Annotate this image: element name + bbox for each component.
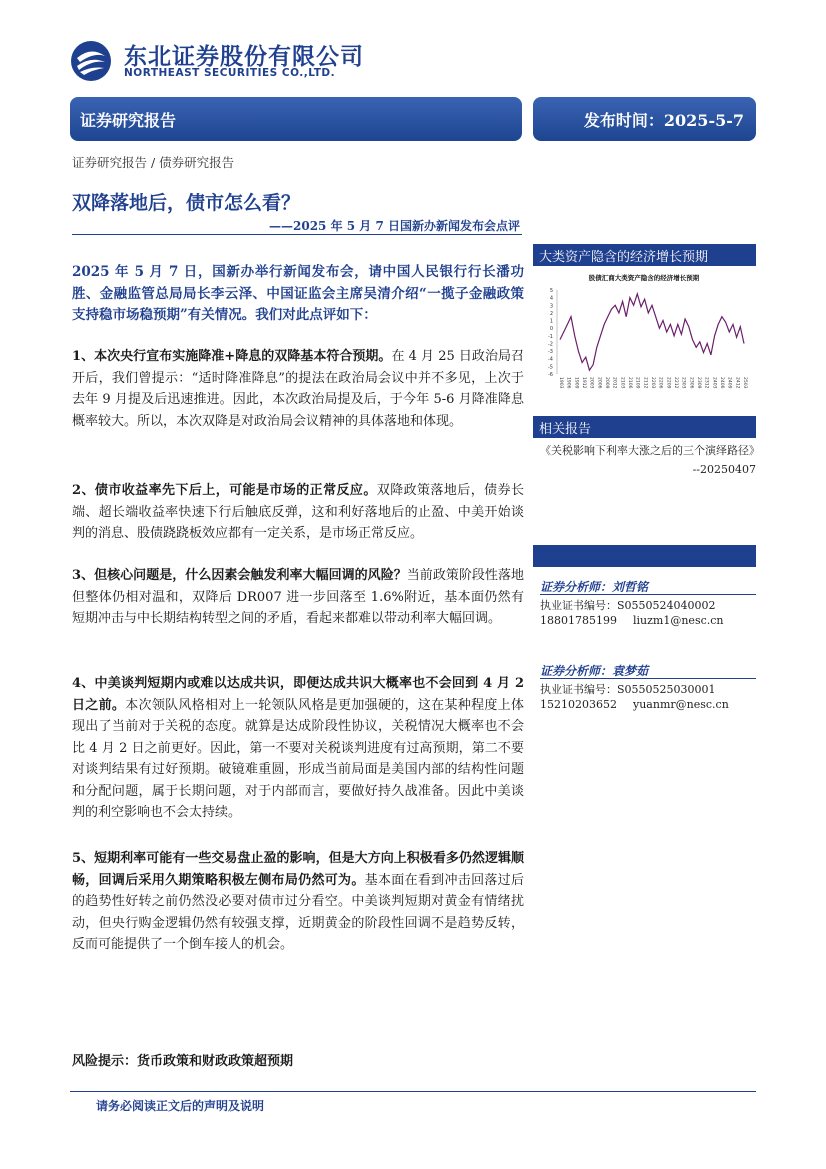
- point-paragraph-1: [72, 346, 524, 432]
- analyst-cert-2: 执业证书编号：S0550525030001: [540, 683, 716, 696]
- chart-xtick-label: 2503: [742, 377, 747, 389]
- chart-ytick-label: 0: [549, 326, 553, 333]
- chart-xtick-label: 1906: [565, 377, 571, 389]
- risk-warning: 风险提示：货币政策和财政政策超预期: [72, 1054, 294, 1069]
- chart-xtick-label: 2112: [642, 377, 648, 389]
- footer-disclaimer: 请务必阅读正文后的声明及说明: [96, 1099, 265, 1113]
- breadcrumb: 证券研究报告 / 债券研究报告: [72, 155, 235, 170]
- page-subtitle: ——2025 年 5 月 7 日国新办新闻发布会点评: [269, 219, 520, 233]
- chart-ytick-label: -3: [548, 349, 553, 356]
- point-heading-2: 2、债市收益率先下后上，可能是市场的正常反应。: [72, 483, 377, 498]
- footer-divider: [70, 1091, 756, 1092]
- chart-series-line: [560, 294, 744, 370]
- chart-xtick-label: 2012: [611, 377, 617, 389]
- chart-title: 股债汇商大类资产隐含的经济增长预期: [588, 274, 700, 282]
- chart-xtick-label: 2203: [650, 377, 655, 389]
- chart-xtick-label: 2309: [696, 377, 701, 389]
- point-paragraph-5: [72, 848, 524, 956]
- point-heading-1: 1、本次央行宣布实施降准+降息的双降基本符合预期。: [72, 349, 392, 364]
- company-name-en: NORTHEAST SECURITIES CO.,LTD.: [124, 67, 336, 79]
- chart-ytick-label: -5: [548, 364, 553, 371]
- chart-ytick-label: 3: [549, 303, 553, 310]
- lead-paragraph: 2025 年 5 月 7 日，国新办举行新闻发布会，请中国人民银行行长潘功胜、金融监管总局局长李云泽、中国证监会主席吴清介绍“一揽子金融政策支持稳市场稳预期”有关情况。我们对此点评如下：: [72, 264, 524, 323]
- chart-heading-bar: [533, 244, 756, 266]
- chart-xtick-label: 2212: [673, 377, 678, 389]
- chart-ytick-label: 4: [549, 295, 553, 302]
- chart-xtick-label: 2103: [619, 377, 625, 389]
- chart-xtick-label: 2106: [627, 377, 632, 389]
- analyst-name-1: 证券分析师：刘哲铭: [540, 580, 649, 594]
- point-heading-4: 4、中美谈判短期内或难以达成共识，即便达成共识大概率也不会回到 4 月 2 日之前。: [72, 676, 524, 713]
- point-body-5: 基本面在看到冲击回落过后的趋势性好转之前仍然没必要对债市过分看空。中美谈判短期对黄金有情绪扰动，但央行购金逻辑仍然有较强支撑，近期黄金的阶段性回调不是趋势反转，反而可能提供了一个倒车接人的机会。: [72, 872, 524, 952]
- chart-xtick-label: 2406: [719, 377, 724, 389]
- analyst-email-2[interactable]: yuanmr@nesc.cn: [633, 698, 729, 711]
- point-heading-3: 3、但核心问题是，什么因素会触发利率大幅回调的风险？: [72, 568, 407, 583]
- point-body-4: 本次领队风格相对上一轮领队风格是更加强硬的，这在某种程度上体现出了当前对于关税的态度。就算是达成阶段性协议，关税情况大概率也不会比 4 月 2 日之前更好。因此，第一不要对关税谈判进度有过高预期，第二不要对谈判结果有过好预期。破镜难重圆，形成当前局面是美国内部的结构性问题和分配问题，属于长期问题，对于内部而言，要做好持久战准备。因此中美谈判的利空影响也不会太持续。: [72, 697, 524, 820]
- chart-ytick-label: 2: [549, 310, 553, 317]
- growth-expectation-chart: [533, 266, 756, 412]
- publish-date-band: [533, 97, 756, 141]
- chart-xtick-label: 2006: [596, 377, 602, 389]
- related-heading-bar: [533, 416, 756, 438]
- chart-ytick-label: -4: [548, 356, 553, 363]
- chart-ytick-label: -6: [548, 372, 553, 378]
- chart-ytick-label: 1: [549, 318, 553, 325]
- point-paragraph-2: [72, 480, 524, 545]
- title-divider: [72, 234, 522, 235]
- point-body-3: 当前政策阶段性落地但整体仍相对温和，双降后 DR007 进一步回落至 1.6%附近，基本面仍然有短期冲击与中长期结构转型之间的矛盾，看起来都难以带动利率大幅回调。: [72, 568, 524, 626]
- chart-ytick-label: 5: [549, 288, 553, 294]
- analyst-name-2: 证券分析师：袁梦茹: [540, 664, 649, 678]
- related-heading: 相关报告: [539, 421, 592, 437]
- chart-ytick-label: -2: [548, 341, 553, 348]
- point-body-1: 在 4 月 25 日政治局召开后，我们曾提示：“适时降准降息”的提法在政治局会议中并不多见，上次于去年 9 月提及后迅速推进。因此，本次政治局提及后，于今年 5-6 月降准降息概率较大。所以，本次双降是对政治局会议精神的具体落地和体现。: [72, 349, 524, 429]
- analysts-heading-bar: [533, 545, 756, 567]
- analyst-phone-2: 15210203652: [540, 698, 617, 711]
- chart-xtick-label: 2412: [734, 377, 740, 389]
- chart-xtick-label: 2206: [657, 377, 663, 389]
- chart-ytick-label: -1: [548, 333, 553, 340]
- analyst-phone-1: 18801785199: [540, 614, 617, 627]
- chart-xtick-label: 2003: [588, 377, 594, 389]
- chart-heading: 大类资产隐含的经济增长预期: [539, 249, 709, 265]
- chart-xtick-label: 2209: [665, 377, 671, 389]
- company-name-cn: 东北证券股份有限公司: [124, 44, 364, 70]
- analyst-email-1[interactable]: liuzm1@nesc.cn: [633, 614, 724, 627]
- related-report-date: --20250407: [692, 463, 756, 476]
- chart-xtick-label: 1903: [558, 377, 563, 389]
- point-paragraph-4: [72, 673, 524, 824]
- chart-xtick-label: 2312: [703, 377, 709, 389]
- chart-xtick-label: 2409: [726, 377, 732, 389]
- report-type-label: 证券研究报告: [80, 110, 177, 130]
- chart-xtick-label: 1909: [573, 377, 579, 389]
- chart-xtick-label: 2306: [688, 377, 694, 389]
- report-type-band: [70, 97, 522, 141]
- related-report-link[interactable]: 《关税影响下利率大涨之后的三个演绎路径》: [540, 444, 760, 457]
- analyst-divider-1: [540, 594, 756, 595]
- point-heading-5: 5、短期利率可能有一些交易盘止盈的影响，但是大方向上积极看多仍然逻辑顺畅，回调后采用久期策略积极左侧布局仍然可为。: [72, 851, 524, 888]
- page-title: 双降落地后，债市怎么看？: [72, 192, 301, 214]
- analyst-divider-2: [540, 678, 756, 679]
- chart-xtick-label: 2009: [604, 377, 609, 389]
- chart-xtick-label: 2403: [711, 377, 717, 389]
- chart-xtick-label: 1912: [581, 377, 586, 389]
- publish-date-label: 发布时间：2025-5-7: [583, 110, 744, 130]
- chart-xtick-label: 2303: [680, 377, 686, 389]
- point-body-2: 双降政策落地后，债券长端、超长端收益率快速下行后触底反弹，这和利好落地后的止盈、中美开始谈判的消息、股债跷跷板效应都有一定关系，是市场正常反应。: [72, 483, 524, 541]
- chart-xtick-label: 2109: [634, 377, 640, 389]
- company-logo-icon: [70, 40, 112, 82]
- analyst-cert-1: 执业证书编号：S0550524040002: [540, 599, 716, 612]
- point-paragraph-3: [72, 565, 524, 630]
